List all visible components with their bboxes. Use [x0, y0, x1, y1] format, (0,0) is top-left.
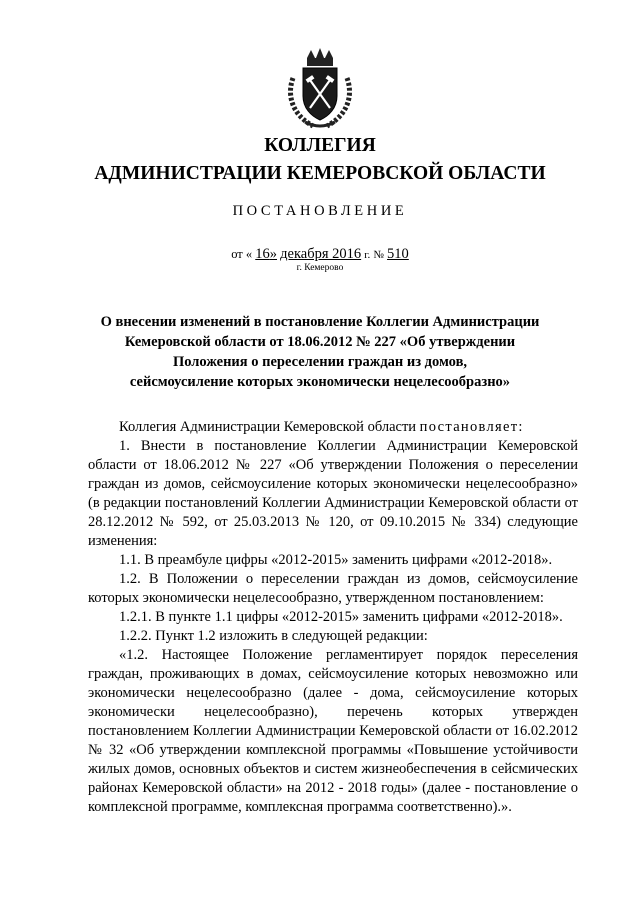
date-day: 16 — [255, 246, 270, 262]
document-type: ПОСТАНОВЛЕНИЕ — [232, 203, 408, 219]
document-number: 510 — [387, 246, 409, 262]
city-label: г. Кемерово — [296, 263, 344, 273]
date-number-line — [0, 246, 640, 263]
intro-verb: постановляет: — [419, 419, 524, 435]
intro-paragraph — [88, 418, 578, 437]
title-line: сейсмоусиление которых экономически нецелесообразно» — [129, 374, 511, 390]
paragraph-1-2: 1.2. В Положении о переселении граждан из домов, сейсмоусиление которых экономически нецелесообразно, утвержденном постановлением: — [88, 571, 578, 606]
title-line: О внесении изменений в постановление Коллегии Администрации — [100, 314, 540, 330]
intro-subject: Коллегия Администрации Кемеровской области — [119, 419, 417, 435]
date-year-suffix: г. — [364, 249, 371, 261]
org-name-line1: КОЛЛЕГИЯ — [264, 135, 376, 156]
date-month-year: декабря 2016 — [280, 246, 362, 262]
paragraph-1-2-2: 1.2.2. Пункт 1.2 изложить в следующей редакции: — [119, 628, 428, 644]
coat-of-arms-icon — [283, 48, 357, 130]
date-prefix: от « — [231, 247, 253, 261]
title-line: Кемеровской области от 18.06.2012 № 227 «Об утверждении — [124, 334, 516, 350]
number-label: № — [373, 249, 384, 261]
date-separator: » — [269, 246, 278, 262]
paragraph-1-1: 1.1. В преамбуле цифры «2012-2015» заменить цифрами «2012-2018». — [119, 552, 553, 568]
org-name-line2: АДМИНИСТРАЦИИ КЕМЕРОВСКОЙ ОБЛАСТИ — [94, 163, 546, 184]
document-title — [60, 312, 580, 392]
paragraph-1-2-1: 1.2.1. В пункте 1.1 цифры «2012-2015» заменить цифрами «2012-2018». — [119, 609, 563, 625]
document-body — [88, 418, 578, 817]
quoted-paragraph: «1.2. Настоящее Положение регламентирует порядок переселения граждан, проживающих в домах, сейсмоусиление которых невозможно или экономически нецелесообразно (далее - дома, сейсмоусиление которых экономически нецелесообразно), перечень которых утвержден постановлением Коллегии Администрации Кемеровской области от 16.02.2012 № 32 «Об утверждении комплексной программы «Повышение устойчивости жилых домов, основных объектов и систем жизнеобеспечения в сейсмических районах Кемеровской области» на 2012 - 2018 годы» (далее - постановление о комплексной программе, комплексная программа соответственно).». — [88, 647, 578, 815]
title-line: Положения о переселении граждан из домов, — [172, 354, 468, 370]
paragraph-1: 1. Внести в постановление Коллегии Администрации Кемеровской области от 18.06.2012 № 227 «Об утверждении Положения о переселении граждан из домов, сейсмоусиление которых экономически нецелесообразно» (в редакции постановлений Коллегии Администрации Кемеровской области от 28.12.2012 № 592, от 25.03.2013 № 120, от 09.10.2015 № 334) следующие изменения: — [88, 438, 578, 549]
